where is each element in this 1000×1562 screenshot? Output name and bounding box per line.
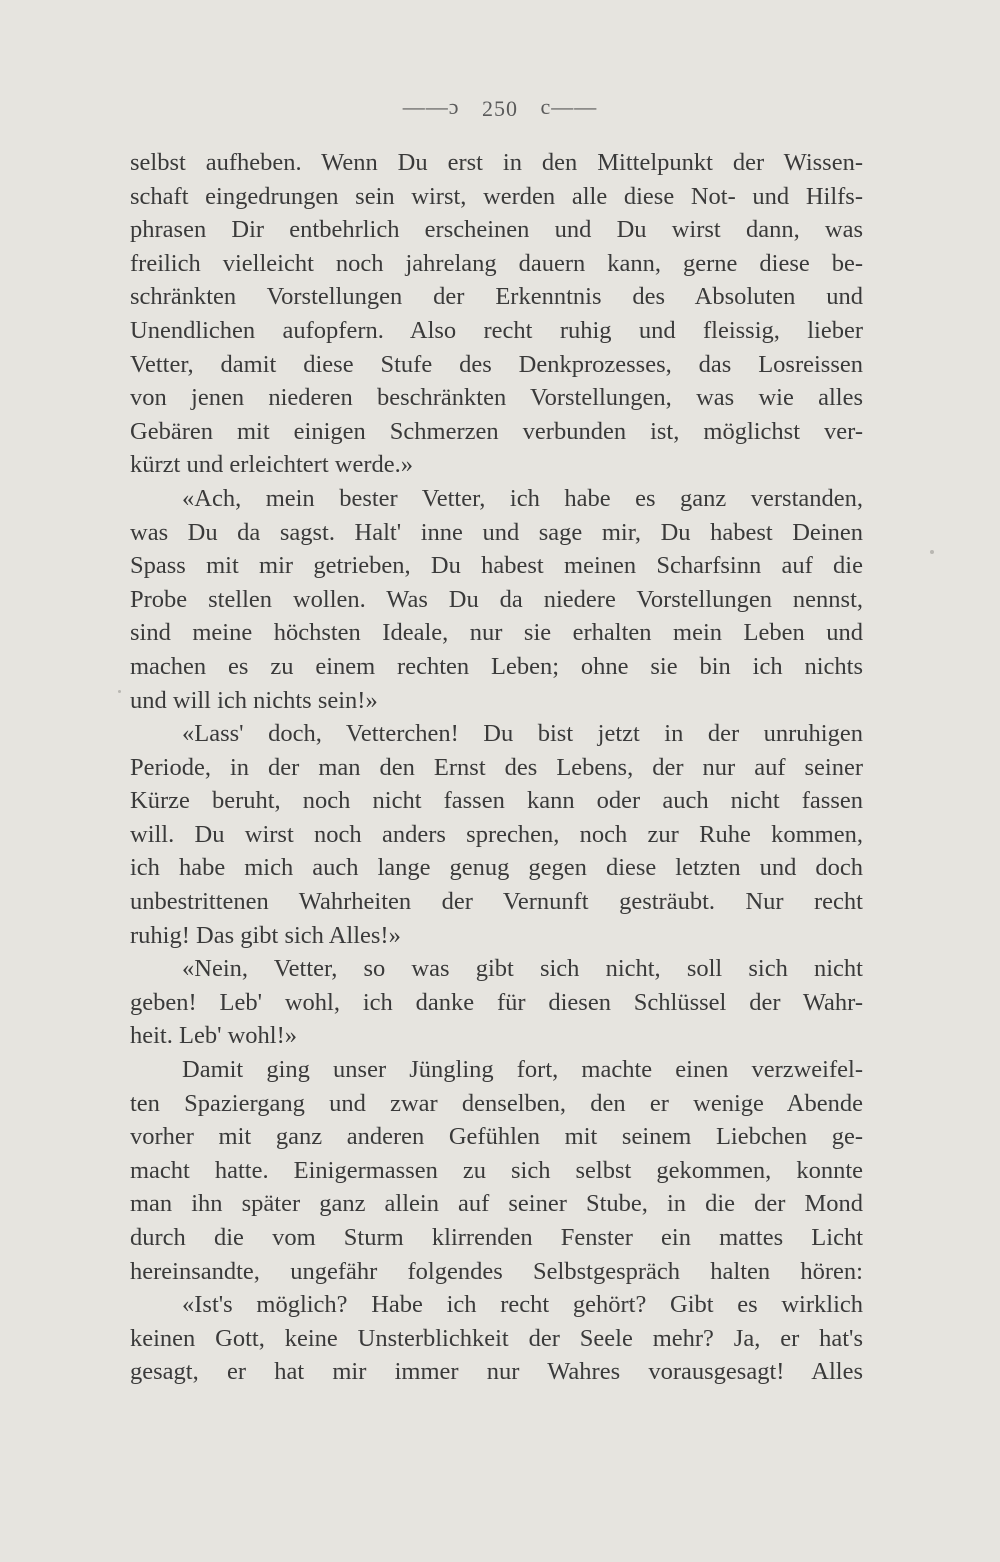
paper-speck: [118, 690, 121, 693]
text-line: kürzt und erleichtert werde.»: [130, 451, 413, 479]
text-line: Gebären mit einigen Schmerzen verbunden ist, möglichst ver-: [130, 417, 863, 445]
text-line: ten Spaziergang und zwar denselben, den er wenige Abende: [130, 1089, 863, 1117]
text-line: Probe stellen wollen. Was Du da niedere Vorstellungen nennst,: [130, 585, 863, 613]
text-line: selbst aufheben. Wenn Du erst in den Mittelpunkt der Wissen-: [130, 149, 863, 176]
text-line: hereinsandte, ungefähr folgendes Selbstgespräch halten hören:: [130, 1257, 863, 1285]
paper-speck: [930, 550, 934, 554]
text-line: Vetter, damit diese Stufe des Denkprozesses, das Losreissen: [130, 350, 863, 378]
text-line: machen es zu einem rechten Leben; ohne sie bin ich nichts: [130, 652, 863, 680]
text-line: heit. Leb' wohl!»: [130, 1022, 298, 1050]
body-text: [130, 146, 863, 1389]
text-line: was Du da sagst. Halt' inne und sage mir, Du habest Deinen: [130, 518, 863, 546]
text-line: «Ach, mein bester Vetter, ich habe es ganz verstanden,: [182, 484, 863, 512]
text-line: unbestrittenen Wahrheiten der Vernunft gesträubt. Nur recht: [130, 888, 863, 916]
header-right-ornament: c——: [540, 94, 598, 119]
text-line: phrasen Dir entbehrlich erscheinen und Du wirst dann, was: [130, 216, 863, 244]
text-line: macht hatte. Einigermassen zu sich selbst gekommen, konnte: [130, 1156, 863, 1184]
text-line: von jenen niederen beschränkten Vorstellungen, was wie alles: [130, 384, 863, 412]
text-line: will. Du wirst noch anders sprechen, noch zur Ruhe kommen,: [130, 820, 863, 848]
text-line: «Lass' doch, Vetterchen! Du bist jetzt in der unruhigen: [182, 720, 863, 748]
text-line: schränkten Vorstellungen der Erkenntnis des Absoluten und: [130, 283, 863, 311]
page-header: [0, 94, 1000, 122]
text-line: Damit ging unser Jüngling fort, machte einen verzweifel-: [182, 1056, 863, 1084]
text-line: gesagt, er hat mir immer nur Wahres vorausgesagt! Alles: [130, 1358, 863, 1386]
page-number: 250: [482, 95, 518, 121]
text-line: geben! Leb' wohl, ich danke für diesen Schlüssel der Wahr-: [130, 988, 863, 1016]
text-line: ruhig! Das gibt sich Alles!»: [130, 921, 401, 949]
text-line: und will ich nichts sein!»: [130, 686, 378, 714]
text-line: sind meine höchsten Ideale, nur sie erhalten mein Leben und: [130, 619, 863, 647]
text-line: freilich vielleicht noch jahrelang dauern kann, gerne diese be-: [130, 249, 863, 277]
text-line: Unendlichen aufopfern. Also recht ruhig und fleissig, lieber: [130, 316, 863, 344]
text-line: Periode, in der man den Ernst des Lebens, der nur auf seiner: [130, 753, 863, 781]
text-line: Spass mit mir getrieben, Du habest meinen Scharfsinn auf die: [130, 552, 863, 580]
text-line: vorher mit ganz anderen Gefühlen mit seinem Liebchen ge-: [130, 1123, 863, 1151]
text-line: schaft eingedrungen sein wirst, werden alle diese Not- und Hilfs-: [130, 182, 863, 210]
text-line: ich habe mich auch lange genug gegen diese letzten und doch: [130, 854, 863, 882]
text-line: keinen Gott, keine Unsterblichkeit der Seele mehr? Ja, er hat's: [130, 1324, 863, 1352]
text-line: durch die vom Sturm klirrenden Fenster ein mattes Licht: [130, 1224, 863, 1251]
text-line: «Ist's möglich? Habe ich recht gehört? Gibt es wirklich: [182, 1291, 863, 1319]
text-line: «Nein, Vetter, so was gibt sich nicht, soll sich nicht: [182, 955, 863, 983]
text-line: Kürze beruht, noch nicht fassen kann oder auch nicht fassen: [130, 787, 863, 815]
text-line: man ihn später ganz allein auf seiner Stube, in die der Mond: [130, 1190, 863, 1218]
header-left-ornament: ——ɔ: [402, 94, 460, 119]
